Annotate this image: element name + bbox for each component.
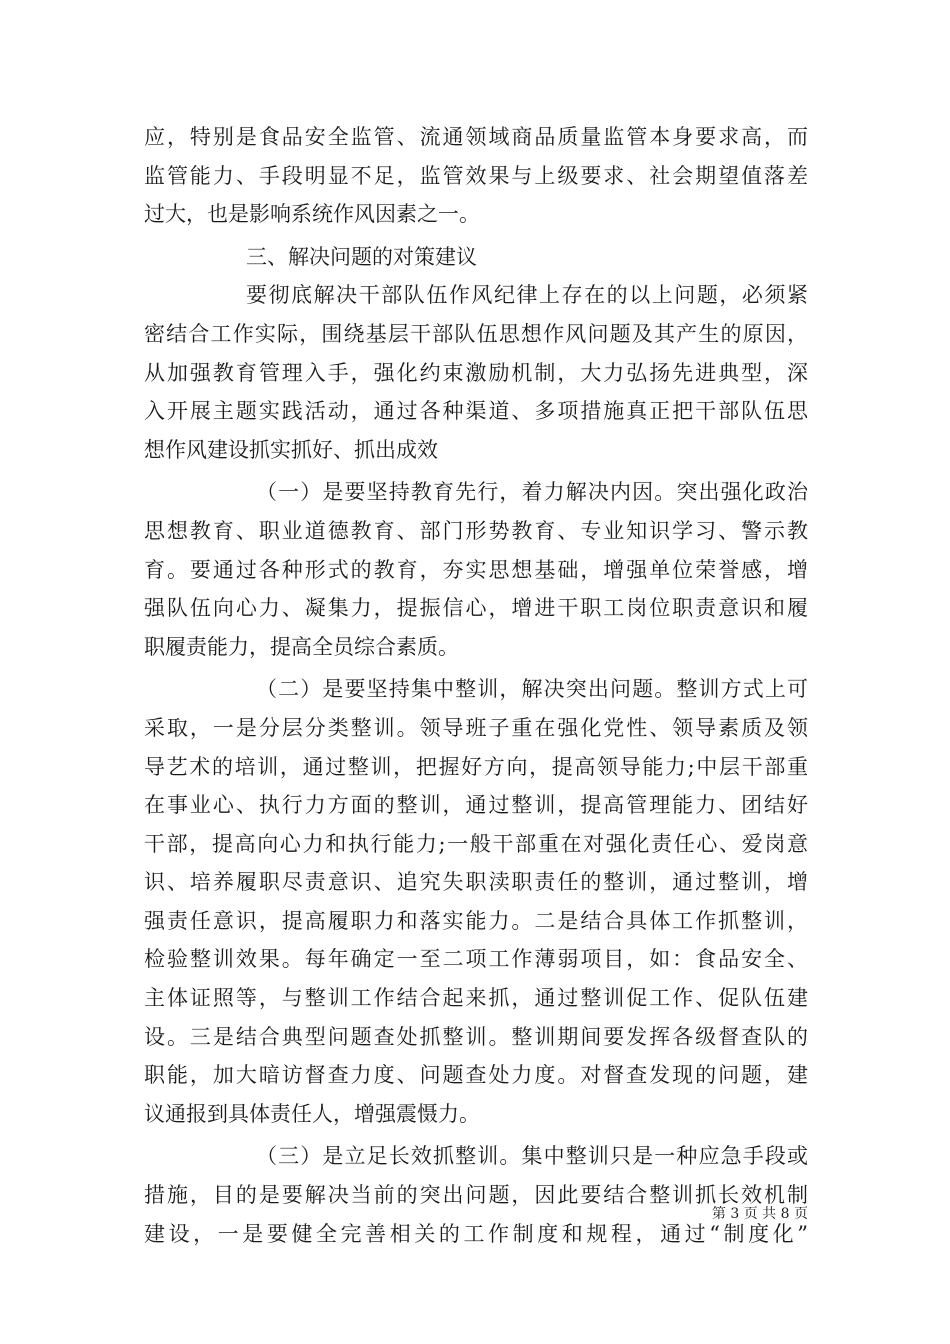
text-line: 过大，也是影响系统作风因素之一。	[144, 202, 480, 227]
text-line: 从加强教育管理入手，强化约束激励机制，大力弘扬先进典型，深	[144, 360, 808, 385]
text-line: 主体证照等，与整训工作结合起来抓，通过整训促工作、促队伍建	[144, 986, 808, 1011]
body-text	[144, 118, 808, 1253]
text-line: 强队伍向心力、凝集力，提振信心，增进干职工岗位职责意识和履	[144, 596, 808, 621]
page-number-footer: 第 3 页 共 8 页	[711, 1206, 808, 1222]
text-line: 措施，目的是要解决当前的突出问题，因此要结合整训抓长效机制	[144, 1183, 808, 1208]
text-line: 识、培养履职尽责意识、追究失职渎职责任的整训，通过整训，增	[144, 870, 808, 895]
text-line: 议通报到具体责任人，增强震慑力。	[144, 1101, 480, 1126]
text-line: 职能，加大暗访督查力度、问题查处力度。对督查发现的问题，建	[144, 1063, 808, 1088]
text-line: 应，特别是食品安全监管、流通领域商品质量监管本身要求高，而	[144, 125, 808, 149]
text-line: 入开展主题实践活动，通过各种渠道、多项措施真正把干部队伍思	[144, 399, 808, 424]
text-line: 设。三是结合典型问题查处抓整训。整训期间要发挥各级督查队的	[144, 1024, 808, 1049]
text-line: 思想教育、职业道德教育、部门形势教育、专业知识学习、警示教	[144, 518, 808, 543]
text-line: 育。要通过各种形式的教育，夯实思想基础，增强单位荣誉感，增	[144, 557, 808, 582]
section-heading: 三、解决问题的对策建议	[246, 244, 477, 269]
text-line: 监管能力、手段明显不足，监管效果与上级要求、社会期望值落差	[144, 163, 808, 188]
text-line: 建设，一是要健全完善相关的工作制度和规程，通过“制度化”	[144, 1221, 808, 1246]
text-line: 在事业心、执行力方面的整训，通过整训，提高管理能力、团结好	[144, 793, 808, 818]
text-line: 采取，一是分层分类整训。领导班子重在强化党性、领导素质及领	[144, 715, 808, 740]
text-line: 强责任意识，提高履职力和落实能力。二是结合具体工作抓整训，	[144, 908, 808, 933]
text-line: 导艺术的培训，通过整训，把握好方向，提高领导能力;中层干部重	[144, 754, 808, 779]
text-line: 要彻底解决干部队伍作风纪律上存在的以上问题，必须紧	[246, 283, 808, 308]
text-line: 干部，提高向心力和执行能力;一般干部重在对强化责任心、爱岗意	[144, 831, 808, 856]
subsection-start: （一）是要坚持教育先行，着力解决内因。突出强化政治	[256, 480, 808, 505]
text-line: 职履责能力，提高全员综合素质。	[144, 634, 459, 659]
text-line: 检验整训效果。每年确定一至二项工作薄弱项目，如：食品安全、	[144, 947, 808, 972]
subsection-start: （二）是要坚持集中整训，解决突出问题。整训方式上可	[256, 677, 808, 702]
subsection-start: （三）是立足长效抓整训。集中整训只是一种应急手段或	[256, 1144, 808, 1169]
text-line: 密结合工作实际，围绕基层干部队伍思想作风问题及其产生的原因，	[144, 321, 808, 346]
text-line: 想作风建设抓实抓好、抓出成效	[144, 437, 438, 462]
